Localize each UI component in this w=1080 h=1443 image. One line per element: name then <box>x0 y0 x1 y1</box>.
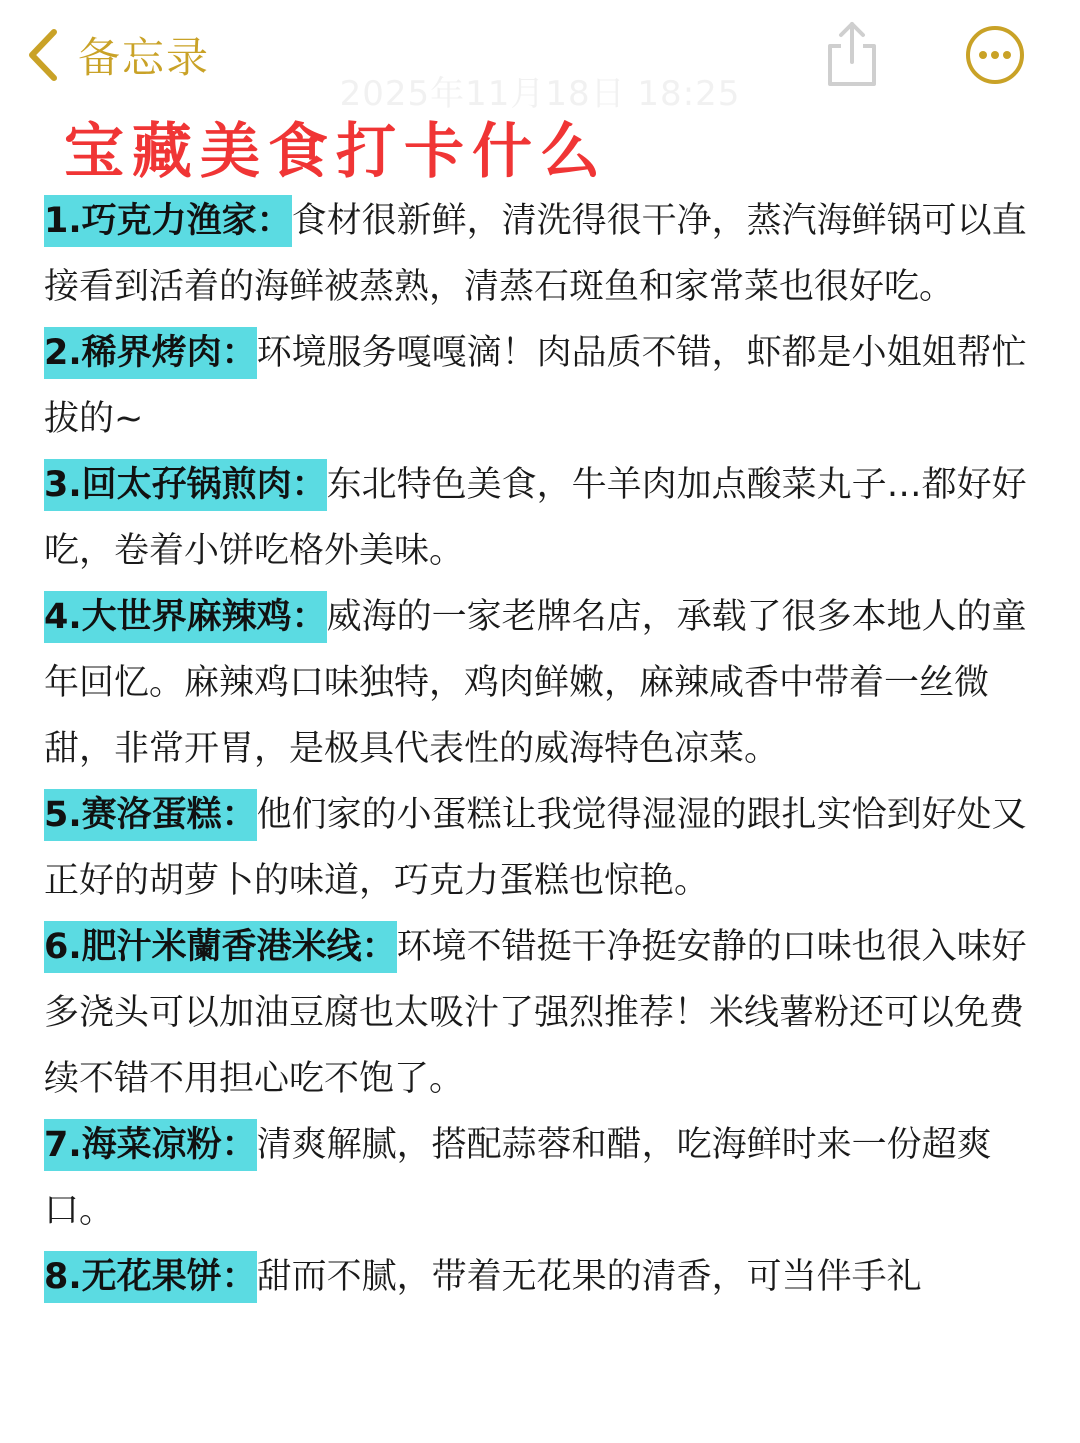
entry-name: 6.肥汁米蘭香港米线： <box>44 921 397 973</box>
note-entry <box>44 1112 1039 1244</box>
entry-name: 3.回太孖锅煎肉： <box>44 459 327 511</box>
entry-name: 8.无花果饼： <box>44 1251 257 1303</box>
entry-description: 甜而不腻，带着无花果的清香，可当伴手礼 <box>256 1257 922 1297</box>
entry-description: 威海的一家老牌名店，承载了很多本地人的童年回忆。麻辣鸡口味独特，鸡肉鲜嫩，麻辣咸香中带着一丝微甜，非常开胃，是极具代表性的威海特色凉菜。 <box>44 597 1027 769</box>
note-entry <box>44 1244 1039 1310</box>
back-label: 备忘录 <box>78 33 211 82</box>
entry-name: 4.大世界麻辣鸡： <box>44 591 327 643</box>
entry-description: 食材很新鲜，清洗得很干净，蒸汽海鲜锅可以直接看到活着的海鲜被蒸熟，清蒸石斑鱼和家常菜也很好吃。 <box>44 201 1027 307</box>
entry-name: 1.巧克力渔家： <box>44 195 292 247</box>
note-entry <box>44 320 1039 452</box>
note-entry <box>44 188 1039 320</box>
entry-name: 7.海菜凉粉： <box>44 1119 257 1171</box>
entry-name: 2.稀界烤肉： <box>44 327 257 379</box>
entry-description: 他们家的小蛋糕让我觉得湿湿的跟扎实恰到好处又正好的胡萝卜的味道，巧克力蛋糕也惊艳。 <box>44 795 1027 901</box>
note-timestamp: 2025年11月18日 18:25 <box>339 74 741 114</box>
entry-description: 清爽解腻，搭配蒜蓉和醋，吃海鲜时来一份超爽口。 <box>44 1125 992 1231</box>
entry-description: 环境服务嘎嘎滴！肉品质不错，虾都是小姐姐帮忙拔的~ <box>44 333 1027 439</box>
note-title: 宝藏美食打卡什么 <box>64 117 608 187</box>
note-entry <box>44 452 1039 584</box>
entry-description: 环境不错挺干净挺安静的口味也很入味好多浇头可以加油豆腐也太吸汁了强烈推荐！米线薯粉还可以免费续不错不用担心吃不饱了。 <box>44 927 1027 1099</box>
entry-description: 东北特色美食，牛羊肉加点酸菜丸子…都好好吃，卷着小饼吃格外美味。 <box>44 465 1027 571</box>
entry-name: 5.赛洛蛋糕： <box>44 789 257 841</box>
note-entry <box>44 584 1039 782</box>
note-entry <box>44 914 1039 1112</box>
note-entry <box>44 782 1039 914</box>
note-body[interactable] <box>44 188 1039 1310</box>
